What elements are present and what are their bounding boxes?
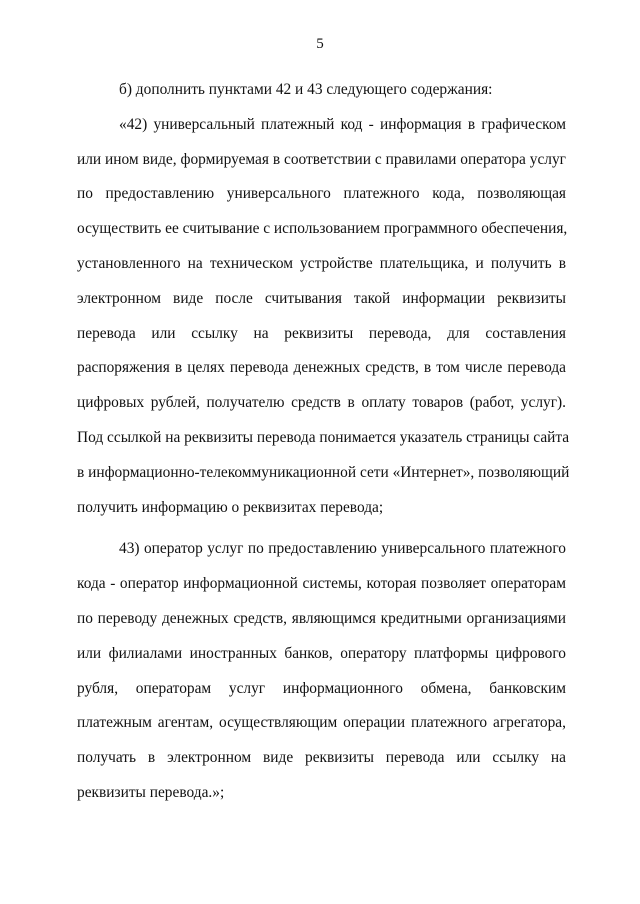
paragraph-42-line: распоряжения в целях перевода денежных средств, в том числе перевода [77,359,566,377]
document-body [77,73,570,811]
paragraph-43-line: кода - оператор информационной системы, которая позволяет операторам [77,575,566,593]
paragraph-42-line: электронном виде после считывания такой информации реквизиты [77,289,566,307]
paragraph-42 [77,108,570,526]
paragraph-gap [77,525,566,532]
paragraph-43-line: по переводу денежных средств, являющимся кредитными организациями [77,609,566,627]
paragraph-42-line: осуществить ее считывание с использованием программного обеспечения, [77,220,568,238]
paragraph-43-line: рубля, операторам услуг информационного обмена, банковским [77,679,566,697]
paragraph-42-line: «42) универсальный платежный код - информация в графическом [119,115,566,133]
paragraph-43-line: 43) оператор услуг по предоставлению универсального платежного [119,540,566,558]
paragraph-43-line: реквизиты перевода.»; [77,783,225,801]
paragraph-42-line: получить информацию о реквизитах перевода; [77,498,384,516]
paragraph-42-line: цифровых рублей, получателю средств в оплату товаров (работ, услуг). [77,394,566,412]
page-number: 5 [316,36,324,52]
intro-line: б) дополнить пунктами 42 и 43 следующего содержания: [119,81,493,98]
paragraph-42-line: Под ссылкой на реквизиты перевода понимается указатель страницы сайта [77,428,570,446]
paragraph-43-line: или филиалами иностранных банков, оператору платформы цифрового [77,644,566,662]
paragraph-43-line: платежным агентам, осуществляющим операции платежного агрегатора, [77,714,566,732]
paragraph-42-line: установленного на техническом устройстве плательщика, и получить в [77,254,566,272]
paragraph-42-line: перевода или ссылку на реквизиты перевода, для составления [77,324,566,342]
paragraph-42-line: в информационно-телекоммуникационной сети «Интернет», позволяющий [77,463,570,481]
paragraph-43 [77,532,566,810]
paragraph-42-line: или ином виде, формируемая в соответствии с правилами оператора услуг [77,150,566,168]
paragraph-42-line: по предоставлению универсального платежного кода, позволяющая [77,185,566,203]
paragraph-43-line: получать в электронном виде реквизиты перевода или ссылку на [77,749,566,767]
